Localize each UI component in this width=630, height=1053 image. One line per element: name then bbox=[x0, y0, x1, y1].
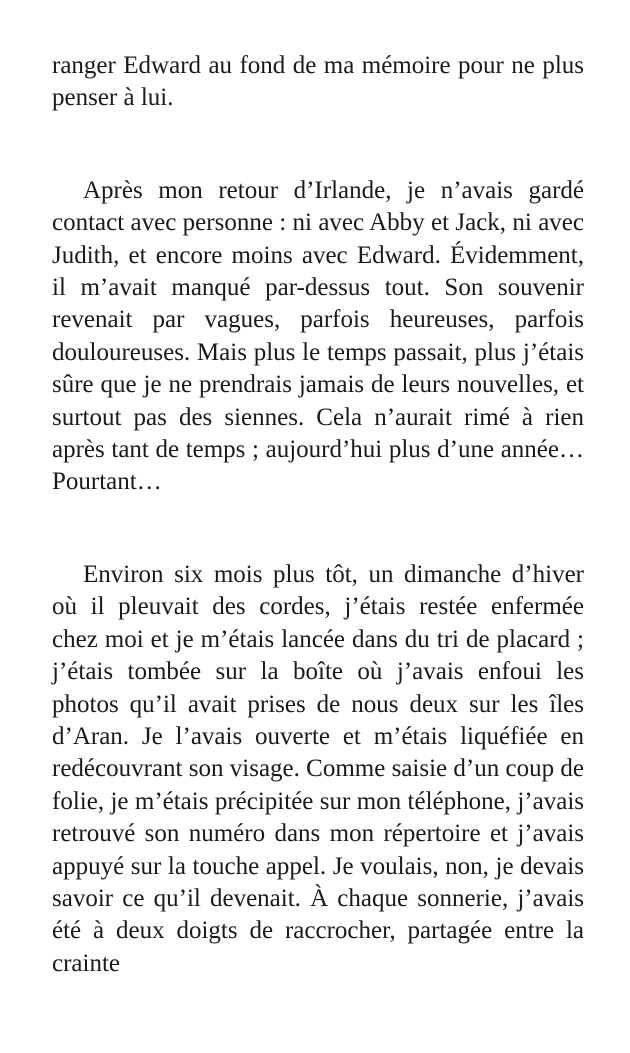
paragraph-return-from-ireland: Après mon retour d’Irlande, je n’avais gardé contact avec personne : ni avec Abby et Jack, ni avec Judith, et encore moins avec Edward. Évidemment, il m’avait manqué par-dessus tout. Son souvenir revenait par vagues, parfois heureuses, parfois douloureuses. Mais plus le temps passait, plus j’étais sûre que je ne prendrais jamais de leurs nouvelles, et surtout pas des siennes. Cela n’aurait rimé à rien après tant de temps ; aujourd’hui plus d’une année… Pourtant… bbox=[52, 176, 584, 496]
book-page bbox=[52, 50, 584, 980]
paragraph-phone-call: Environ six mois plus tôt, un dimanche d’hiver où il pleuvait des cordes, j’étais restée enfermée chez moi et je m’étais lancée dans du tri de placard ; j’étais tombée sur la boîte où j’avais enfoui les photos qu’il avait prises de nous deux sur les îles d’Aran. Je l’avais ouverte et m’étais liquéfiée en redécouvrant son visage. Comme saisie d’un coup de folie, je m’étais précipitée sur mon téléphone, j’avais retrouvé son numéro dans mon répertoire et j’avais appuyé sur la touche appel. Je voulais, non, je devais savoir ce qu’il devenait. À chaque sonnerie, j’avais été à deux doigts de raccrocher, partagée entre la crainte bbox=[52, 560, 584, 977]
section-break bbox=[52, 499, 584, 559]
section-break bbox=[52, 115, 584, 175]
paragraph-continued: ranger Edward au fond de ma mémoire pour ne plus penser à lui. bbox=[52, 52, 584, 112]
